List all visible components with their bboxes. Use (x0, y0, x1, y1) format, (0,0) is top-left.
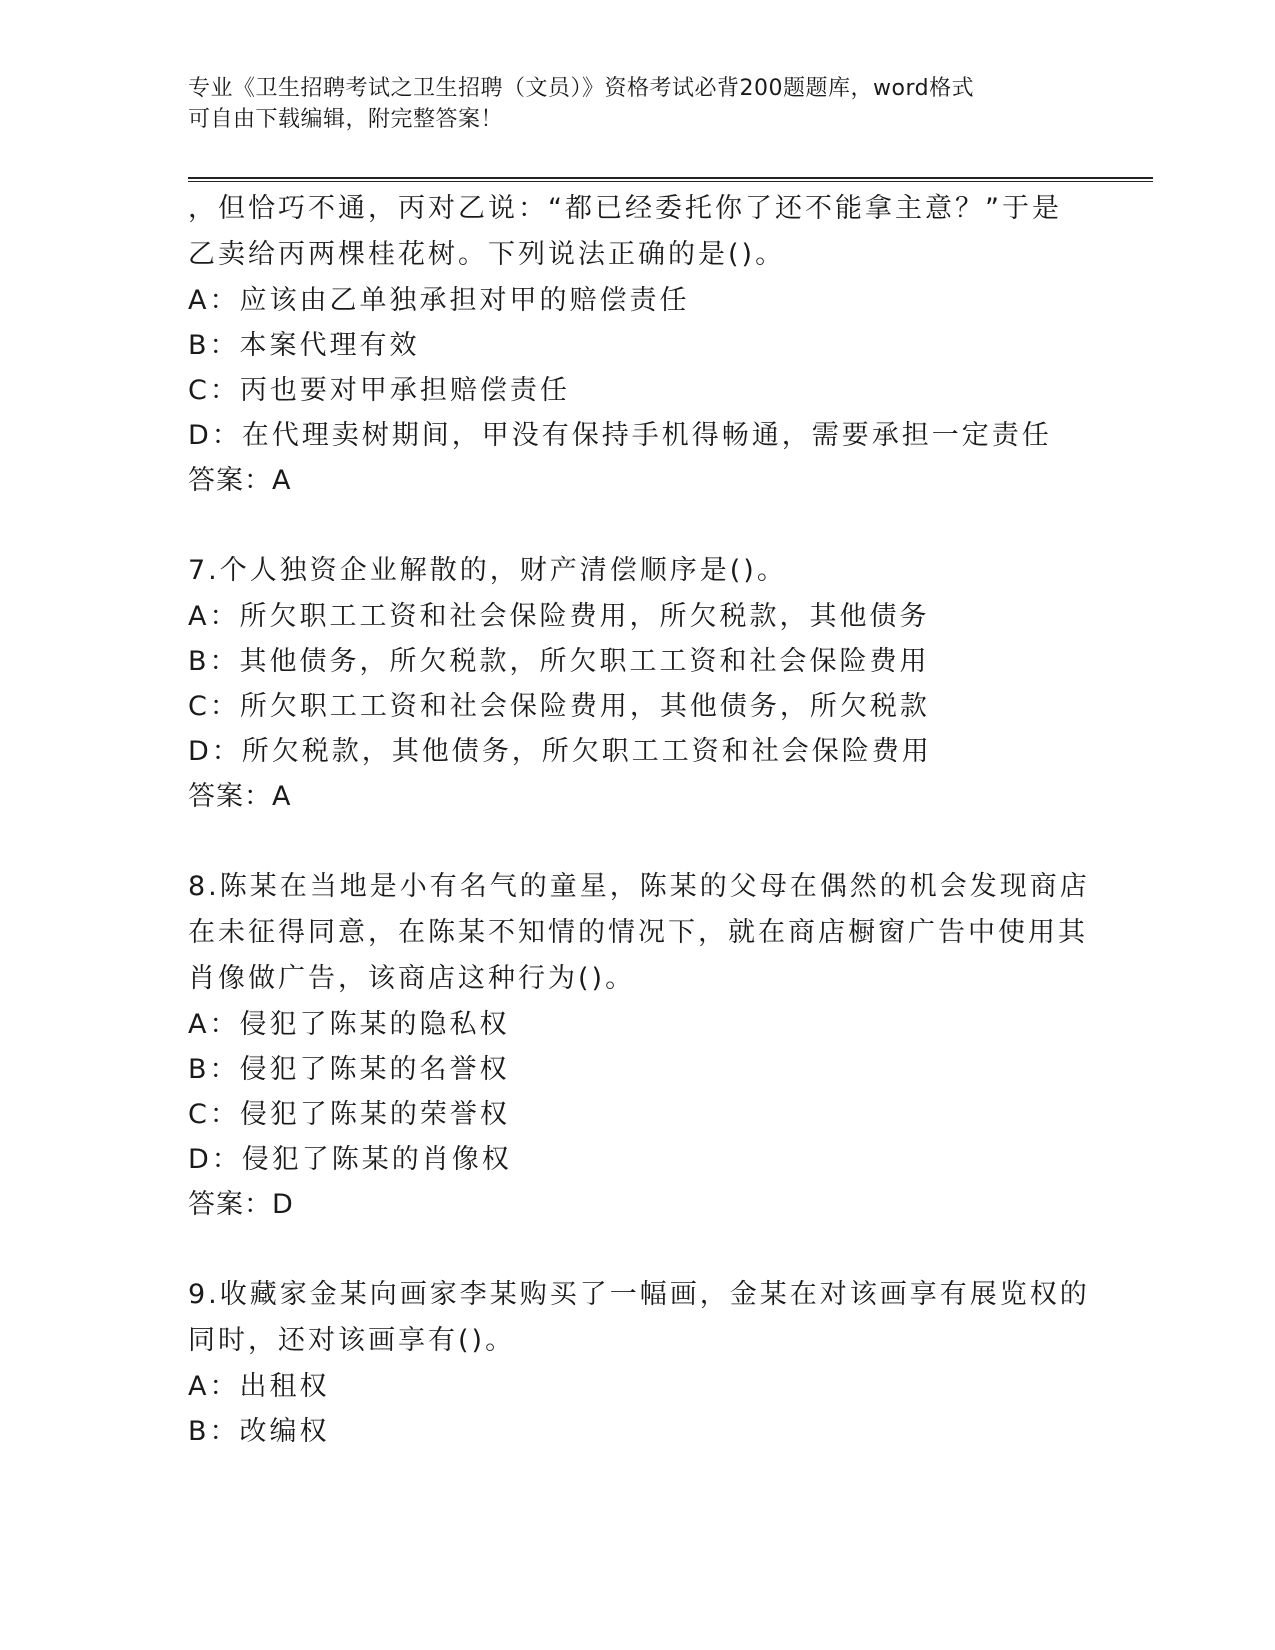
document-body (188, 186, 1090, 1454)
document-header (188, 73, 1068, 135)
question-8 (188, 864, 1090, 1227)
option-a: A：所欠职工工资和社会保险费用，所欠税款，其他债务 (188, 601, 930, 632)
option-d: D：侵犯了陈某的肖像权 (188, 1144, 512, 1175)
header-divider-thick (188, 177, 1153, 179)
header-line-1: 专业《卫生招聘考试之卫生招聘（文员）》资格考试必背200题题库，word格式 (188, 76, 975, 101)
question-text-line: 乙卖给丙两棵桂花树。下列说法正确的是()。 (188, 239, 786, 270)
option-b: B：本案代理有效 (188, 330, 420, 361)
header-divider-thin (188, 181, 1153, 182)
answer: 答案：D (188, 1189, 294, 1220)
spacer (188, 819, 1068, 864)
answer: 答案：A (188, 781, 292, 812)
question-text-line: 8.陈某在当地是小有名气的童星，陈某的父母在偶然的机会发现商店 (188, 871, 1090, 902)
option-a: A：侵犯了陈某的隐私权 (188, 1009, 510, 1040)
question-text-line: 在未征得同意，在陈某不知情的情况下，就在商店橱窗广告中使用其 (188, 917, 1088, 948)
option-c: C：所欠职工工资和社会保险费用，其他债务，所欠税款 (188, 691, 930, 722)
option-d: D：所欠税款，其他债务，所欠职工工资和社会保险费用 (188, 736, 932, 767)
option-d: D：在代理卖树期间，甲没有保持手机得畅通，需要承担一定责任 (188, 420, 1052, 451)
question-fragment (188, 186, 1068, 503)
option-b: B：改编权 (188, 1416, 330, 1447)
option-a: A：出租权 (188, 1371, 330, 1402)
question-text-line: 同时，还对该画享有()。 (188, 1325, 516, 1356)
option-c: C：丙也要对甲承担赔偿责任 (188, 375, 570, 406)
question-text-line: 肖像做广告，该商店这种行为()。 (188, 963, 636, 994)
option-a: A：应该由乙单独承担对甲的赔偿责任 (188, 285, 690, 316)
question-text-line: 7.个人独资企业解散的，财产清偿顺序是()。 (188, 555, 787, 586)
spacer (188, 503, 1068, 548)
question-text-line: ，但恰巧不通，丙对乙说：“都已经委托你了还不能拿主意？”于是 (188, 193, 1062, 224)
spacer (188, 1227, 1068, 1272)
question-7 (188, 548, 1068, 819)
answer: 答案：A (188, 465, 292, 496)
header-line-2: 可自由下载编辑，附完整答案！ (188, 107, 504, 132)
question-text-line: 9.收藏家金某向画家李某购买了一幅画，金某在对该画享有展览权的 (188, 1279, 1090, 1310)
question-9 (188, 1272, 1090, 1454)
option-b: B：侵犯了陈某的名誉权 (188, 1054, 510, 1085)
option-c: C：侵犯了陈某的荣誉权 (188, 1099, 510, 1130)
option-b: B：其他债务，所欠税款，所欠职工工资和社会保险费用 (188, 646, 930, 677)
